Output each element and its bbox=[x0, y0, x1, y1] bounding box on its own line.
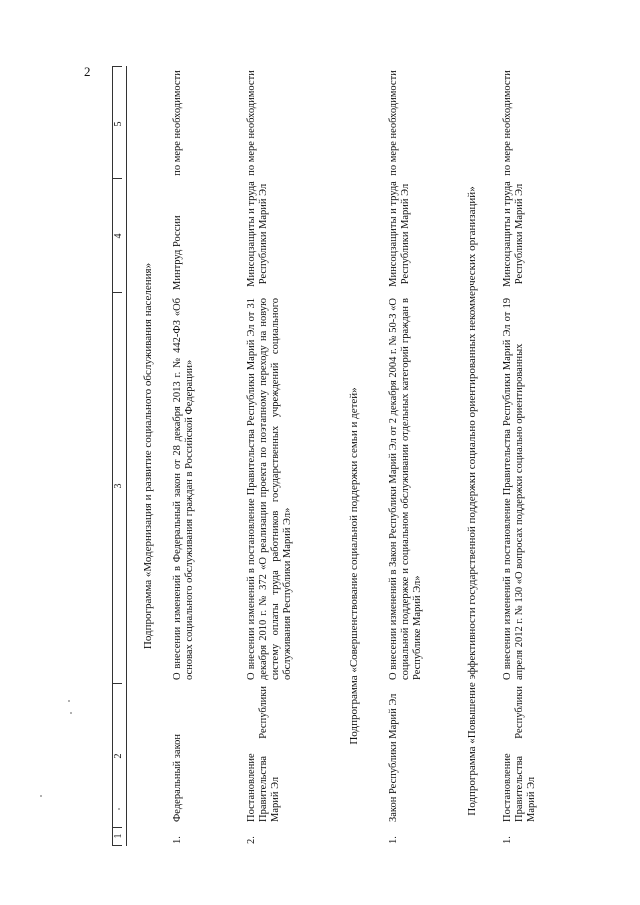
column-header-3: 3 bbox=[113, 483, 124, 489]
column-divider bbox=[112, 292, 122, 293]
rotated-table bbox=[112, 66, 632, 846]
row-number: 1. bbox=[502, 836, 513, 844]
column-header-1: 1 bbox=[113, 833, 124, 839]
document-content: О внесении изменений в постановление Правительства Республики Марий Эл от 31 декабря 2010 г. № 372 «О реализации проекта по поэтапному переходу на новую систему оплаты труда работников государственных учреждений социального обслуживания Республики Марий Эл» bbox=[246, 298, 293, 680]
document-type: Федеральный закон bbox=[172, 733, 183, 822]
document-content: О внесении изменений в постановление Правительства Республики Марий Эл от 19 апреля 2012 г. № 130 «О вопросах поддержки социально ориентированных bbox=[502, 298, 525, 680]
responsible-body: Минсоцзащиты и труда Республики Марий Эл bbox=[502, 181, 525, 287]
document-type: Постановление Правительства Республики Марий Эл bbox=[502, 686, 537, 822]
page-number: 2 bbox=[84, 64, 91, 79]
document-content: О внесении изменений в Закон Республики Марий Эл от 2 декабря 2004 г. № 50-З «О социальной поддержке и социальном обслуживании отдельных категорий граждан в Республике Марий Эл» bbox=[388, 298, 423, 680]
row-number: 2. bbox=[246, 836, 257, 844]
responsible-body: Минтруд России bbox=[172, 215, 183, 290]
subprogram-title: Подпрограмма «Совершенствование социальной поддержки семьи и детей» bbox=[348, 387, 360, 745]
column-divider bbox=[112, 66, 122, 67]
responsible-body: Минсоцзащиты и труда Республики Марий Эл bbox=[388, 181, 411, 287]
document-content: О внесении изменений в Федеральный закон от 28 декабря 2013 г. № 442-ФЗ «Об основах социального обслуживания граждан в Российской Федерации» bbox=[172, 298, 195, 680]
subprogram-title: Подпрограмма «Повышение эффективности государственной поддержки социально ориентированных некоммерческих организаций» bbox=[466, 186, 478, 816]
column-header-2: 2 bbox=[113, 753, 124, 759]
row-number: 1. bbox=[172, 836, 183, 844]
deadline: по мере необходимости bbox=[246, 70, 257, 176]
row-number: 1. bbox=[388, 836, 399, 844]
column-header-5: 5 bbox=[113, 121, 124, 127]
column-divider bbox=[112, 178, 122, 179]
document-type: Постановление Правительства Республики Марий Эл bbox=[246, 686, 281, 822]
column-divider bbox=[112, 683, 122, 684]
deadline: по мере необходимости bbox=[502, 70, 513, 176]
subprogram-title: Подпрограмма «Модернизация и развитие социального обслуживания населения» bbox=[142, 262, 154, 650]
document-type: Закон Республики Марий Эл bbox=[388, 693, 399, 822]
table-top-rule bbox=[112, 66, 113, 846]
deadline: по мере необходимости bbox=[388, 70, 399, 176]
responsible-body: Минсоцзащиты и труда Республики Марий Эл bbox=[246, 181, 269, 287]
column-header-4: 4 bbox=[113, 233, 124, 239]
deadline: по мере необходимости bbox=[172, 70, 183, 176]
table-header-rule bbox=[126, 66, 127, 846]
